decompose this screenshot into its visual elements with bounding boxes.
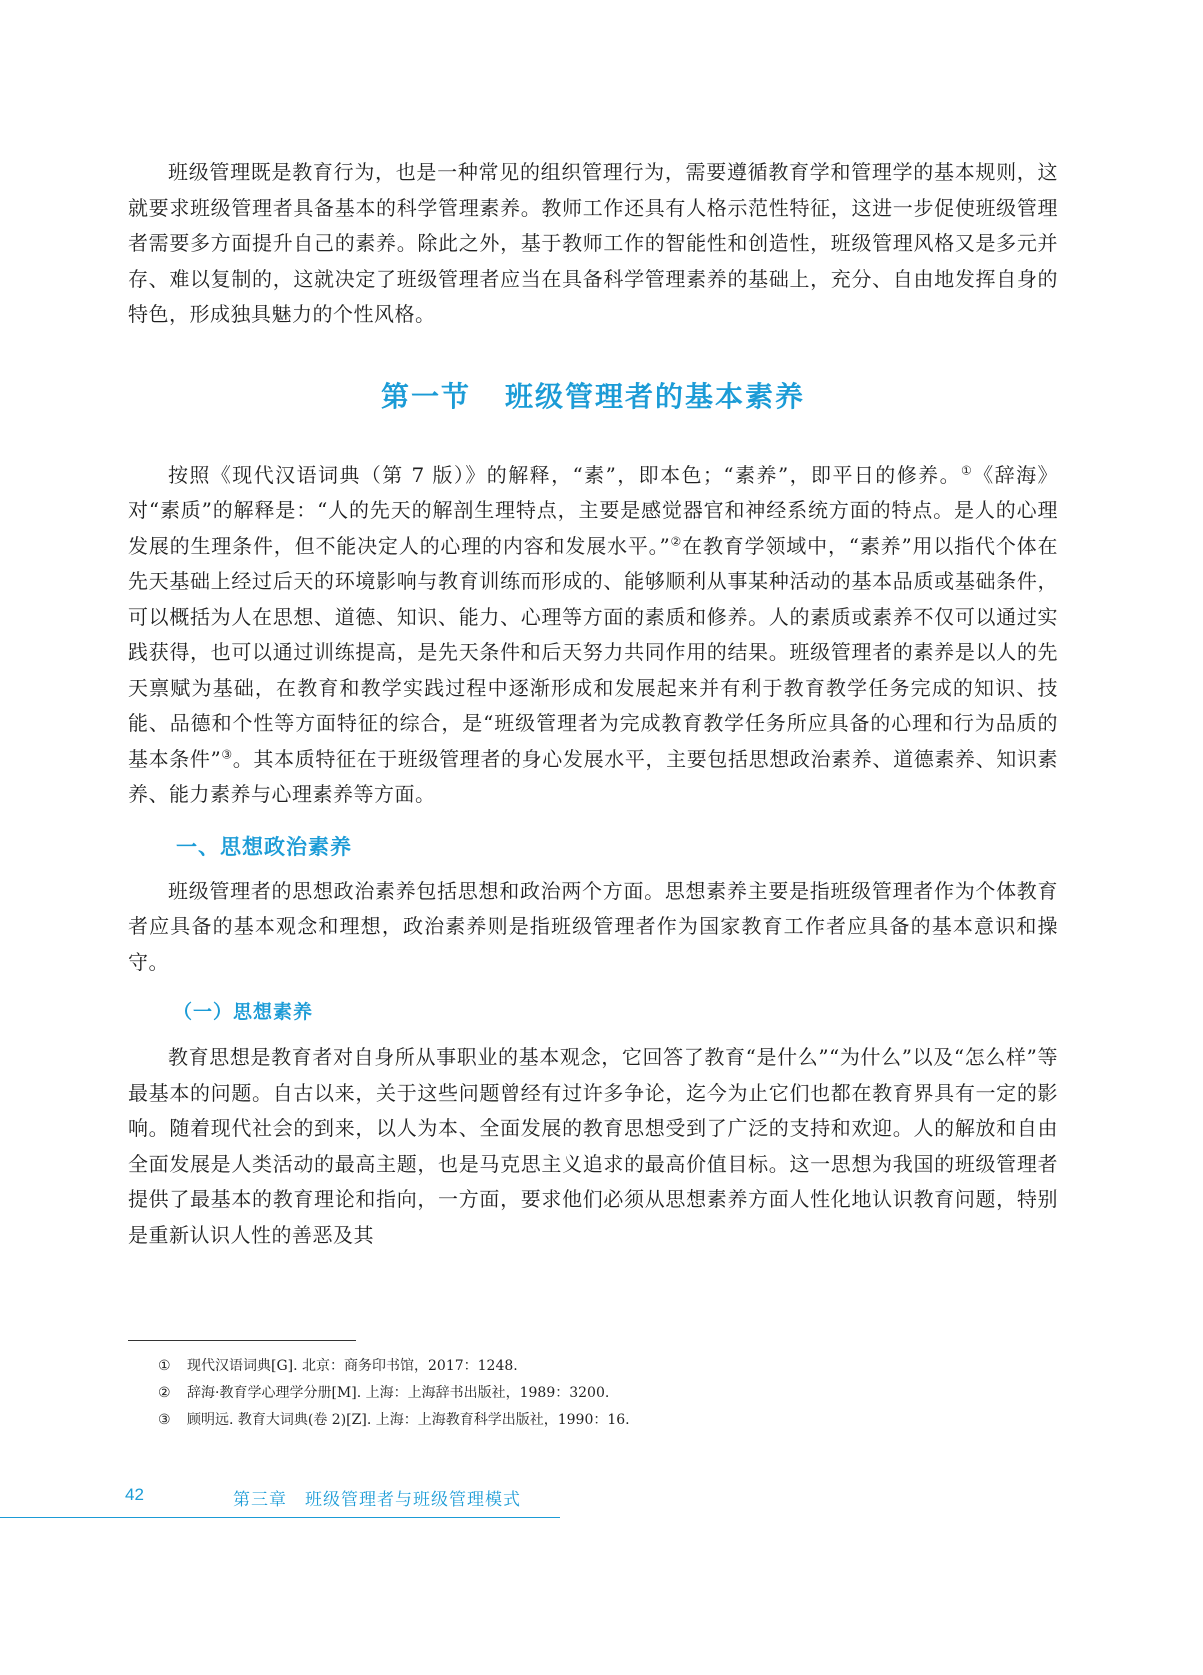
footnote-ref: ②: [670, 533, 683, 548]
subheading-level-1: 一、思想政治素养: [176, 834, 352, 859]
paragraph-political: 班级管理者的思想政治素养包括思想和政治两个方面。思想素养主要是指班级管理者作为个体教育者应具备的基本观念和理想，政治素养则是指班级管理者作为国家教育工作者应具备的基本意识和操守。: [128, 878, 1058, 974]
footnote-text: 顾明远. 教育大词典(卷 2)[Z]. 上海：上海教育科学出版社，1990：16.: [187, 1412, 630, 1428]
main-content: [128, 155, 1058, 1253]
footnote-mark: ③: [158, 1412, 171, 1428]
footnote-divider: [128, 1340, 356, 1341]
paragraph-ideology: 教育思想是教育者对自身所从事职业的基本观念，它回答了教育“是什么”“为什么”以及“怎么样”等最基本的问题。自古以来，关于这些问题曾经有过许多争论，迄今为止它们也都在教育界具有一定的影响。随着现代社会的到来，以人为本、全面发展的教育思想受到了广泛的支持和欢迎。人的解放和自由全面发展是人类活动的最高主题，也是马克思主义追求的最高价值目标。这一思想为我国的班级管理者提供了最基本的教育理论和指向，一方面，要求他们必须从思想素养方面人性化地认识教育问题，特别是重新认识人性的善恶及其: [128, 1045, 1058, 1247]
footnote-text: 辞海·教育学心理学分册[M]. 上海：上海辞书出版社，1989：3200.: [187, 1385, 610, 1401]
paragraph-text: 按照《现代汉语词典（第 7 版）》的解释，“素”，即本色；“素养”，即平日的修养。: [168, 462, 962, 487]
footnote-item: [158, 1380, 1008, 1407]
paragraph-text: 。其本质特征在于班级管理者的身心发展水平，主要包括思想政治素养、道德素养、知识素养、能力素养与心理素养等方面。: [128, 746, 1058, 806]
footnote-text: 现代汉语词典[G]. 北京：商务印书馆，2017：1248.: [187, 1358, 518, 1374]
section-heading: [128, 375, 1058, 415]
footnote-item: [158, 1353, 1008, 1380]
chapter-title: 第三章 班级管理者与班级管理模式: [233, 1490, 521, 1510]
paragraph-definition: [128, 458, 1058, 813]
page-number: 42: [125, 1485, 144, 1504]
footnote-ref: ③: [221, 746, 233, 761]
paragraph-text: 在教育学领域中，“素养”用以指代个体在先天基础上经过后天的环境影响与教育训练而形成的、能够顺利从事某种活动的基本品质或基础条件，可以概括为人在思想、道德、知识、能力、心理等方面的素质和修养。人的素质或素养不仅可以通过实践获得，也可以通过训练提高，是先天条件和后天努力共同作用的结果。班级管理者的素养是以人的先天禀赋为基础，在教育和教学实践过程中逐渐形成和发展起来并有利于教育教学任务完成的知识、技能、品德和个性等方面特征的综合，是“班级管理者为完成教育教学任务所应具备的心理和行为品质的基本条件”: [128, 533, 1058, 771]
section-title: 班级管理者的基本素养: [505, 379, 806, 413]
footnote-mark: ②: [158, 1385, 171, 1401]
footnotes: [158, 1353, 1008, 1434]
footnote-item: [158, 1407, 1008, 1434]
section-number: 第一节: [380, 379, 471, 413]
footer-rule: [0, 1517, 560, 1518]
paragraph-text: 《辞海》对“素质”的解释是：“人的先天的解剖生理特点，主要是感觉器官和神经系统方面的特点。是人的心理发展的生理条件，但不能决定人的心理的内容和发展水平。”: [128, 462, 1059, 558]
footnote-mark: ①: [158, 1358, 171, 1374]
footnote-ref: ①: [961, 462, 974, 477]
subheading-level-2: （一）思想素养: [173, 1001, 314, 1023]
intro-paragraph: 班级管理既是教育行为，也是一种常见的组织管理行为，需要遵循教育学和管理学的基本规则，这就要求班级管理者具备基本的科学管理素养。教师工作还具有人格示范性特征，这进一步促使班级管理者需要多方面提升自己的素养。除此之外，基于教师工作的智能性和创造性，班级管理风格又是多元并存、难以复制的，这就决定了班级管理者应当在具备科学管理素养的基础上，充分、自由地发挥自身的特色，形成独具魅力的个性风格。: [128, 160, 1058, 326]
page-footer: [0, 1485, 560, 1525]
